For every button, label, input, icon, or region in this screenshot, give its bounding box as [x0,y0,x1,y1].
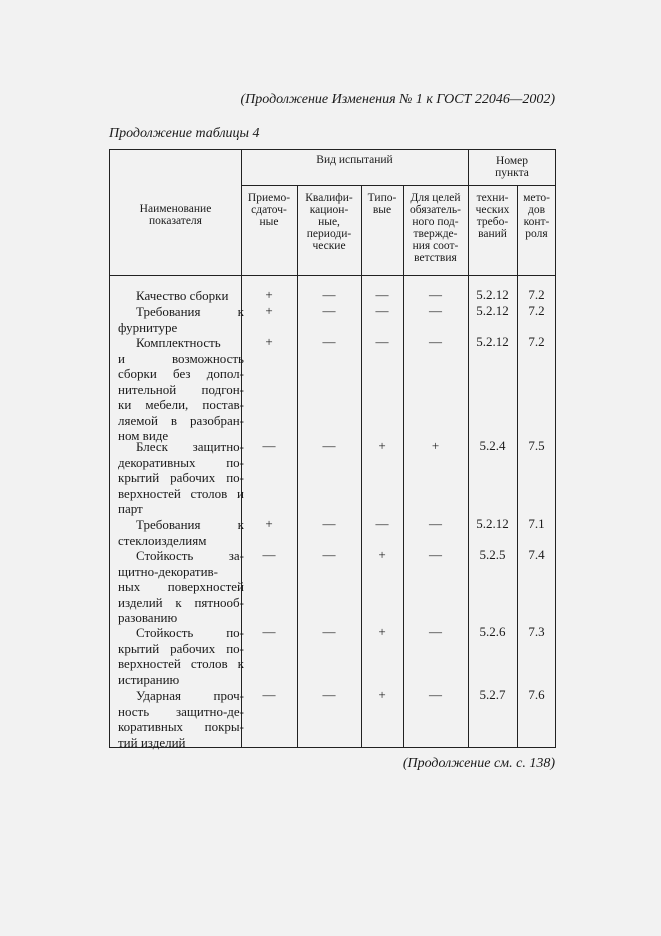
indicator-name-line: изделий к пятнооб- [118,594,244,610]
col-divider [403,185,404,747]
cell-acceptance: — [262,624,276,639]
cell-certification: — [429,624,442,639]
cell-tech-req: 5.2.12 [476,287,509,302]
indicator-name-line: коративных покры- [118,719,244,734]
cell-tech-req: 5.2.5 [479,547,506,562]
cell-control: 7.3 [528,624,545,639]
cell-tech-req: 5.2.12 [476,303,509,318]
cell-acceptance: + [265,287,273,302]
cell-certification: — [429,287,442,302]
cell-type-tests: + [378,438,386,453]
cell-type-tests: — [375,287,389,302]
header-indicator: Наименование показателя [139,203,212,227]
indicator-name-line: истиранию [118,671,180,687]
indicator-name-line: тий изделий [118,734,186,750]
indicator-name-line: Ударная проч- [136,688,244,703]
indicator-name-line: Стойкость за- [136,548,244,563]
indicator-name-line: разованию [118,610,178,625]
cell-certification: — [429,303,442,318]
header-bottom-rule [110,275,555,276]
header-test-kind: Вид испытаний [316,154,393,166]
cell-qualification: — [322,438,336,453]
cell-qualification: — [322,624,336,639]
cell-acceptance: — [262,687,276,702]
cell-type-tests: — [375,303,389,318]
cell-control: 7.4 [528,547,545,562]
indicator-name-line: Требования к [136,517,244,532]
col-divider [297,185,298,747]
indicator-name-line: крытий рабочих по- [118,640,244,656]
table-caption: Продолжение таблицы 4 [109,126,260,141]
indicator-name [118,548,244,626]
cell-control: 7.1 [528,516,545,531]
indicator-name-line: щитно-декоратив- [118,563,219,579]
cell-acceptance: + [265,334,273,349]
indicator-name-line: нительной подгон- [118,381,244,397]
header-type-tests: Типо- вые [367,192,397,216]
cell-acceptance: — [262,438,276,453]
cell-qualification: — [322,687,336,702]
cell-qualification: — [322,303,336,318]
cell-type-tests: + [378,624,386,639]
cell-control: 7.2 [528,287,545,302]
header-subdivider [241,185,555,186]
col-divider [361,185,362,747]
indicator-name-line: Стойкость по- [136,625,244,640]
header-tech-req: техни- ческих требо- ваний [475,192,510,240]
indicator-name [118,517,244,548]
cell-tech-req: 5.2.12 [476,334,509,349]
footer-note: (Продолжение см. с. 138) [402,756,555,771]
cell-acceptance: + [265,516,273,531]
indicator-name-line: Требования к [136,304,244,319]
indicator-name-line: ных поверхностей [118,579,244,594]
cell-type-tests: — [375,334,389,349]
indicator-name-line: верхностей столов к [118,656,244,671]
cell-qualification: — [322,516,336,531]
indicator-name-line: стеклоизделиям [118,532,207,548]
indicator-name [118,625,244,687]
indicator-name [118,439,244,517]
cell-type-tests: + [378,547,386,562]
cell-certification: + [431,438,440,453]
indicator-name [118,688,244,750]
indicator-name [118,288,244,304]
indicators-table [109,149,556,748]
header-acceptance: Приемо- сдаточ- ные [247,192,291,228]
indicator-name-line: верхностей столов и [118,485,244,501]
cell-control: 7.5 [528,438,545,453]
cell-acceptance: + [265,303,273,318]
indicator-name-line: парт [118,501,143,516]
indicator-name-line: декоративных по- [118,454,244,470]
indicator-name-line: Блеск защитно- [136,439,244,454]
indicator-name-line: сборки без допол- [118,366,244,381]
cell-certification: — [429,547,442,562]
cell-certification: — [429,516,442,531]
indicator-name-line: ном виде [118,428,169,443]
indicator-name [118,335,244,444]
indicator-name-line: Качество сборки [136,288,229,303]
indicator-name-line: ляемой в разобран- [118,412,244,428]
indicator-name-line: Комплектность [136,335,221,350]
header-clause-number: Номер пункта [495,155,529,179]
cell-control: 7.2 [528,334,545,349]
indicator-name-line: и возможность [118,350,244,366]
cell-tech-req: 5.2.7 [479,687,506,702]
cell-tech-req: 5.2.6 [479,624,506,639]
indicator-name [118,304,244,335]
col-divider [517,185,518,747]
indicator-name-line: фурнитуре [118,319,178,335]
cell-acceptance: — [262,547,276,562]
cell-tech-req: 5.2.12 [476,516,509,531]
cell-certification: — [429,334,442,349]
indicator-name-line: крытий рабочих по- [118,470,244,485]
cell-type-tests: + [378,687,386,702]
cell-tech-req: 5.2.4 [479,438,506,453]
cell-qualification: — [322,287,336,302]
cell-certification: — [429,687,442,702]
cell-type-tests: — [375,516,389,531]
header-certification: Для целей обязатель- ного под- твержде- ния соот- ветствия [410,192,461,264]
header-control-methods: мето- дов конт- роля [523,192,550,240]
indicator-name-line: ность защитно-де- [118,703,244,719]
cell-qualification: — [322,547,336,562]
indicator-name-line: ки мебели, постав- [118,397,244,412]
header-note: (Продолжение Изменения № 1 к ГОСТ 22046—2002) [240,92,555,107]
cell-control: 7.6 [528,687,545,702]
header-qualification: Квалифи- кацион- ные, периоди- ческие [305,192,353,252]
cell-qualification: — [322,334,336,349]
cell-control: 7.2 [528,303,545,318]
